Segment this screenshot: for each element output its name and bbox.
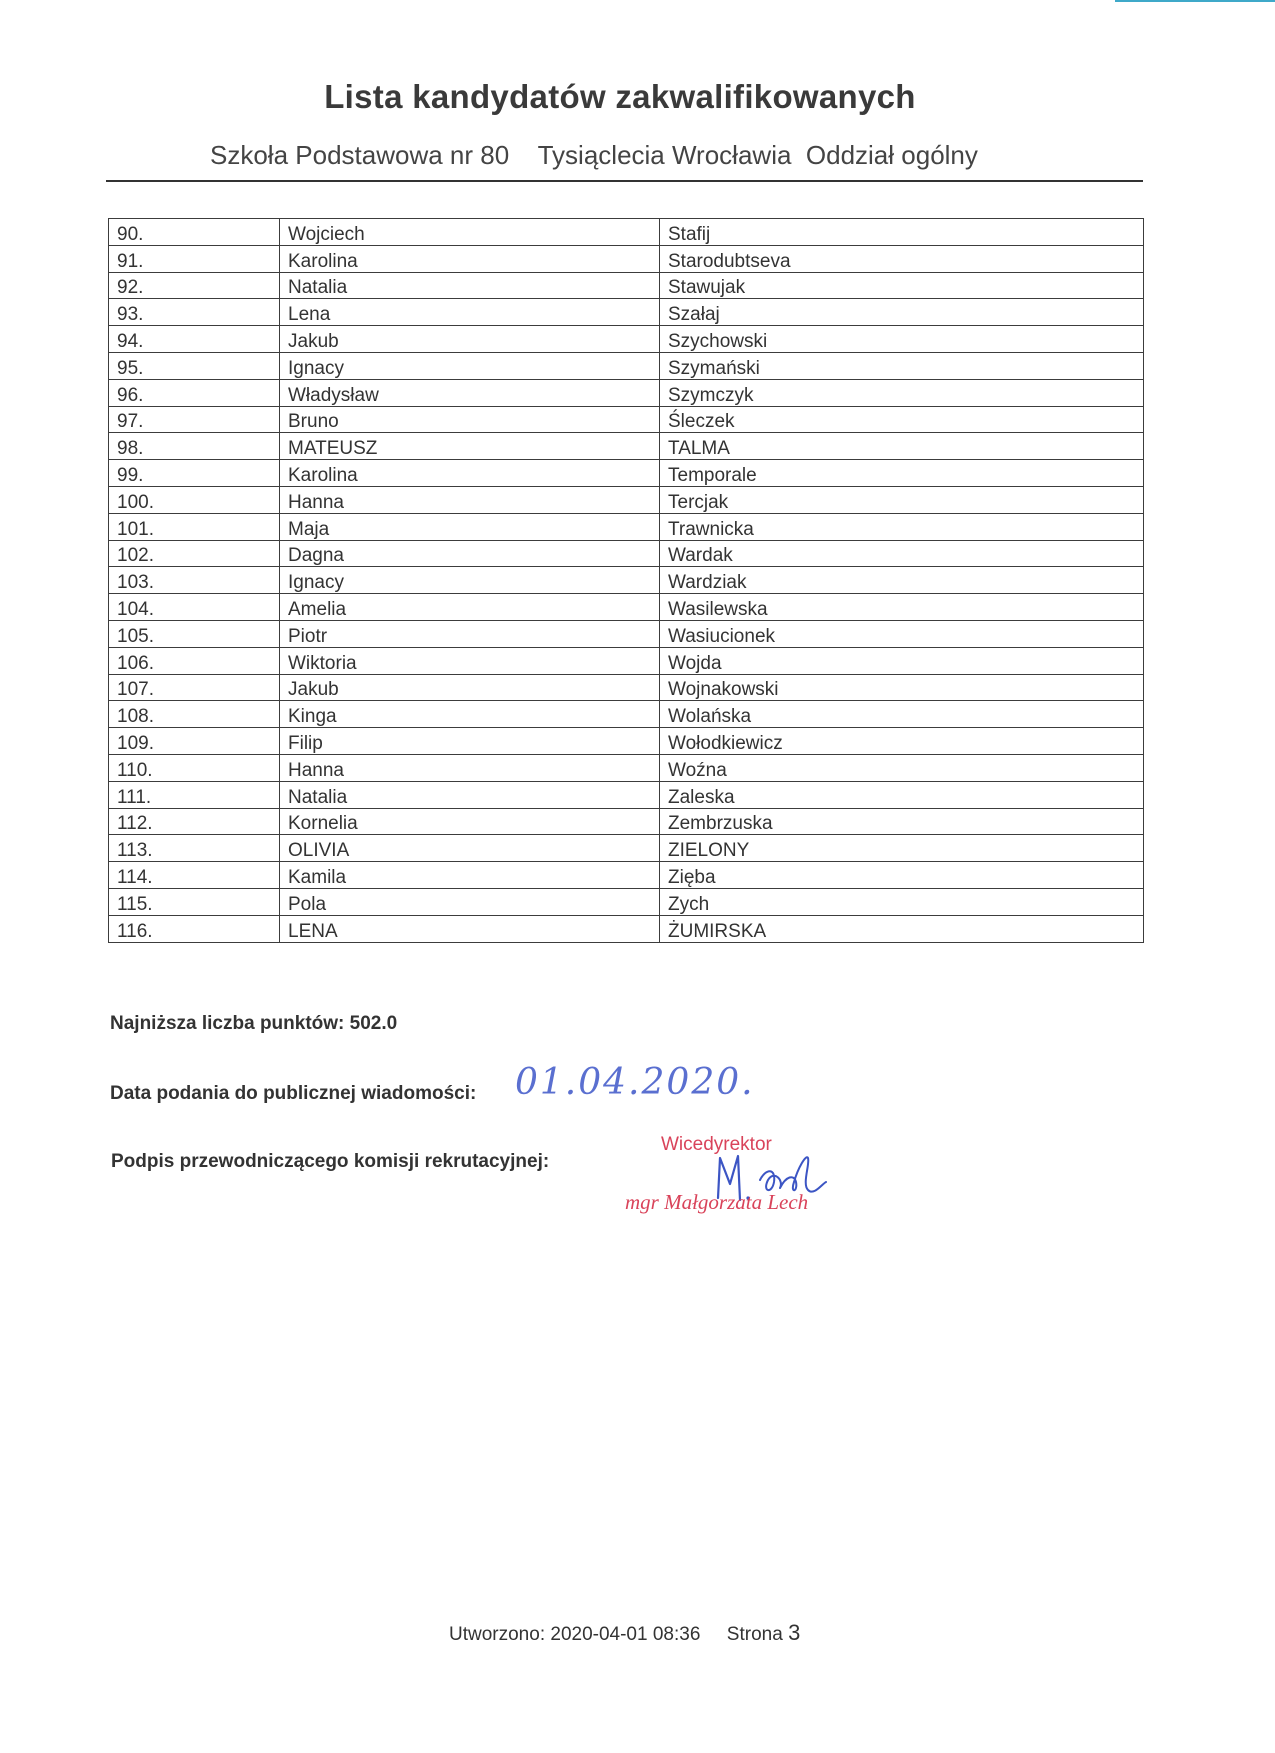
table-row <box>109 540 1144 567</box>
candidate-number-cell: 104. <box>109 594 280 621</box>
candidate-number-cell: 109. <box>109 728 280 755</box>
first-name-cell: Hanna <box>280 754 660 781</box>
page-footer <box>449 1620 800 1646</box>
candidate-number-cell: 103. <box>109 567 280 594</box>
last-name-cell: Wołodkiewicz <box>660 728 1144 755</box>
last-name-cell: Szychowski <box>660 326 1144 353</box>
first-name-cell: Amelia <box>280 594 660 621</box>
first-name-cell: Władysław <box>280 379 660 406</box>
last-name-cell: Woźna <box>660 754 1144 781</box>
stamp-title: Wicedyrektor <box>661 1134 772 1155</box>
last-name-cell: Szymczyk <box>660 379 1144 406</box>
table-row <box>109 245 1144 272</box>
lowest-points-text: Najniższa liczba punktów: 502.0 <box>110 1013 398 1034</box>
last-name-cell: Wojda <box>660 647 1144 674</box>
first-name-cell: Jakub <box>280 326 660 353</box>
candidate-number-cell: 106. <box>109 647 280 674</box>
signature-label: Podpis przewodniczącego komisji rekrutacyjnej: <box>111 1151 550 1172</box>
last-name-cell: Wojnakowski <box>660 674 1144 701</box>
candidate-number-cell: 111. <box>109 781 280 808</box>
table-row <box>109 647 1144 674</box>
candidate-number-cell: 93. <box>109 299 280 326</box>
last-name-cell: Starodubtseva <box>660 245 1144 272</box>
last-name-cell: ZIELONY <box>660 835 1144 862</box>
candidate-number-cell: 113. <box>109 835 280 862</box>
candidate-number-cell: 112. <box>109 808 280 835</box>
first-name-cell: Karolina <box>280 460 660 487</box>
first-name-cell: LENA <box>280 915 660 942</box>
table-row <box>109 808 1144 835</box>
table-row <box>109 567 1144 594</box>
candidates-table <box>108 218 1144 943</box>
table-row <box>109 326 1144 353</box>
division-label: Oddział ogólny <box>805 140 978 170</box>
table-row <box>109 352 1144 379</box>
candidate-number-cell: 116. <box>109 915 280 942</box>
table-row <box>109 701 1144 728</box>
handwritten-date: 01.04.2020. <box>515 1062 755 1103</box>
publication-date-label: Data podania do publicznej wiadomości: <box>110 1083 477 1104</box>
page-number: 3 <box>788 1620 801 1645</box>
last-name-cell: Stafij <box>660 219 1144 246</box>
last-name-cell: Szymański <box>660 352 1144 379</box>
last-name-cell: Zięba <box>660 862 1144 889</box>
last-name-cell: Stawujak <box>660 272 1144 299</box>
last-name-cell: Wardziak <box>660 567 1144 594</box>
last-name-cell: ŻUMIRSKA <box>660 915 1144 942</box>
last-name-cell: Zych <box>660 888 1144 915</box>
page-subtitle <box>210 140 1040 171</box>
first-name-cell: Dagna <box>280 540 660 567</box>
candidate-number-cell: 105. <box>109 620 280 647</box>
table-row <box>109 835 1144 862</box>
table-row <box>109 754 1144 781</box>
candidate-number-cell: 100. <box>109 486 280 513</box>
candidate-number-cell: 99. <box>109 460 280 487</box>
first-name-cell: Natalia <box>280 781 660 808</box>
last-name-cell: TALMA <box>660 433 1144 460</box>
first-name-cell: MATEUSZ <box>280 433 660 460</box>
last-name-cell: Tercjak <box>660 486 1144 513</box>
table-row <box>109 728 1144 755</box>
page-title: Lista kandydatów zakwalifikowanych <box>324 78 916 115</box>
last-name-cell: Śleczek <box>660 406 1144 433</box>
table-row <box>109 460 1144 487</box>
first-name-cell: Karolina <box>280 245 660 272</box>
first-name-cell: Filip <box>280 728 660 755</box>
candidate-number-cell: 92. <box>109 272 280 299</box>
table-row <box>109 862 1144 889</box>
first-name-cell: Hanna <box>280 486 660 513</box>
first-name-cell: Piotr <box>280 620 660 647</box>
first-name-cell: Kinga <box>280 701 660 728</box>
table-row <box>109 272 1144 299</box>
candidate-number-cell: 94. <box>109 326 280 353</box>
first-name-cell: Kornelia <box>280 808 660 835</box>
candidate-number-cell: 97. <box>109 406 280 433</box>
last-name-cell: Trawnicka <box>660 513 1144 540</box>
candidate-number-cell: 110. <box>109 754 280 781</box>
last-name-cell: Zaleska <box>660 781 1144 808</box>
school-name-label: Tysiąclecia Wrocławia <box>537 140 792 170</box>
last-name-cell: Wolańska <box>660 701 1144 728</box>
first-name-cell: Wojciech <box>280 219 660 246</box>
first-name-cell: Wiktoria <box>280 647 660 674</box>
last-name-cell: Szałaj <box>660 299 1144 326</box>
first-name-cell: Ignacy <box>280 567 660 594</box>
first-name-cell: Natalia <box>280 272 660 299</box>
first-name-cell: Bruno <box>280 406 660 433</box>
school-label: Szkoła Podstawowa nr 80 <box>210 140 510 170</box>
candidate-number-cell: 107. <box>109 674 280 701</box>
page-label: Strona <box>726 1624 783 1645</box>
table-row <box>109 888 1144 915</box>
first-name-cell: Pola <box>280 888 660 915</box>
candidate-number-cell: 96. <box>109 379 280 406</box>
last-name-cell: Zembrzuska <box>660 808 1144 835</box>
candidate-number-cell: 98. <box>109 433 280 460</box>
first-name-cell: Lena <box>280 299 660 326</box>
table-row <box>109 299 1144 326</box>
first-name-cell: Maja <box>280 513 660 540</box>
last-name-cell: Wasilewska <box>660 594 1144 621</box>
candidate-number-cell: 102. <box>109 540 280 567</box>
first-name-cell: Ignacy <box>280 352 660 379</box>
table-row <box>109 486 1144 513</box>
table-row <box>109 433 1144 460</box>
table-row <box>109 915 1144 942</box>
last-name-cell: Wasiucionek <box>660 620 1144 647</box>
stamp-name: mgr Małgorzata Lech <box>625 1190 809 1214</box>
header-divider <box>106 180 1143 182</box>
table-row <box>109 379 1144 406</box>
table-row <box>109 513 1144 540</box>
first-name-cell: Kamila <box>280 862 660 889</box>
table-row <box>109 594 1144 621</box>
scan-edge-mark <box>1115 0 1275 2</box>
candidate-number-cell: 91. <box>109 245 280 272</box>
first-name-cell: Jakub <box>280 674 660 701</box>
first-name-cell: OLIVIA <box>280 835 660 862</box>
table-row <box>109 406 1144 433</box>
candidate-number-cell: 95. <box>109 352 280 379</box>
candidate-number-cell: 108. <box>109 701 280 728</box>
table-row <box>109 674 1144 701</box>
candidate-number-cell: 114. <box>109 862 280 889</box>
last-name-cell: Wardak <box>660 540 1144 567</box>
candidate-number-cell: 90. <box>109 219 280 246</box>
table-row <box>109 781 1144 808</box>
last-name-cell: Temporale <box>660 460 1144 487</box>
candidate-number-cell: 115. <box>109 888 280 915</box>
table-row <box>109 620 1144 647</box>
candidate-number-cell: 101. <box>109 513 280 540</box>
table-row <box>109 219 1144 246</box>
created-timestamp: Utworzono: 2020-04-01 08:36 <box>449 1624 701 1645</box>
